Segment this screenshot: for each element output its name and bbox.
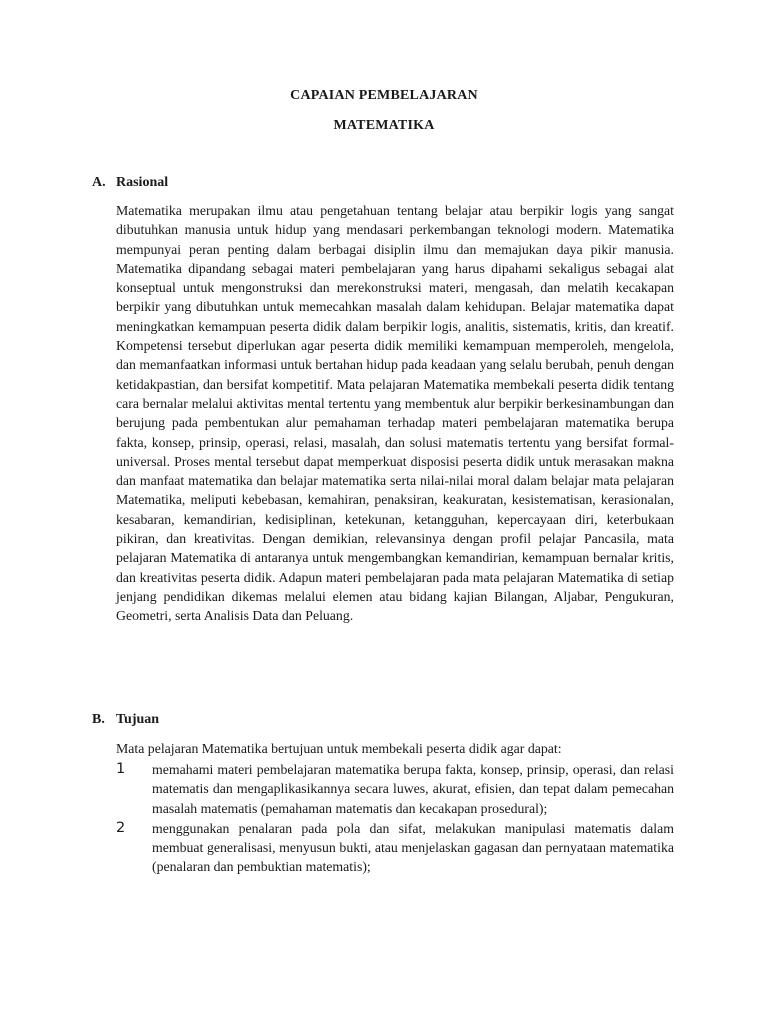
section-title: Tujuan [116, 712, 160, 727]
document-subtitle: MATEMATIKA [333, 118, 435, 133]
tujuan-list [116, 760, 674, 878]
document-title: CAPAIAN PEMBELAJARAN [290, 88, 478, 103]
tujuan-intro: Mata pelajaran Matematika bertujuan untuk membekali peserta didik agar dapat: [116, 741, 562, 756]
list-item-text: memahami materi pembelajaran matematika berupa fakta, konsep, prinsip, operasi, dan relasi matematis dan mengaplikasikannya secara luwes, akurat, efisien, dan tepat dalam pemecahan masalah matematis (pemahaman matematis dan kecakapan prosedural); [152, 762, 674, 816]
list-item [116, 760, 674, 818]
section-title: Rasional [116, 175, 169, 190]
section-heading-rasional [92, 175, 168, 191]
list-item-text: menggunakan penalaran pada pola dan sifat, melakukan manipulasi matematis dalam membuat generalisasi, menyusun bukti, atau menjelaskan gagasan dan pernyataan matematika (penalaran dan pembuktian matematis); [152, 820, 674, 875]
section-letter: B. [92, 712, 105, 727]
rasional-paragraph: Matematika merupakan ilmu atau pengetahuan tentang belajar atau berpikir logis yang sangat dibutuhkan manusia untuk hidup yang mendasari perkembangan teknologi modern. Matematika mempunyai peran penting dalam berbagai disiplin ilmu dan memajukan daya pikir manusia. Matematika dipandang sebagai materi pembelajaran yang harus dipahami sekaligus sebagai alat konseptual untuk mengonstruksi dan merekonstruksi materi, mengasah, dan melatih kecakapan berpikir yang dibutuhkan untuk memecahkan masalah dalam kehidupan. Belajar matematika dapat meningkatkan kemampuan peserta didik dalam berpikir logis, analitis, sistematis, kritis, dan kreatif. Kompetensi tersebut diperlukan agar peserta didik memiliki kemampuan memperoleh, mengelola, dan memanfaatkan informasi untuk bertahan hidup pada keadaan yang selalu berubah, penuh dengan ketidakpastian, dan bersifat kompetitif. Mata pelajaran Matematika membekali peserta didik tentang cara bernalar melalui aktivitas mental tertentu yang membentuk alur berpikir berkesinambungan dan berujung pada pembentukan alur pemahaman terhadap materi pembelajaran matematika berupa fakta, konsep, prinsip, operasi, relasi, masalah, dan solusi matematis tertentu yang bersifat formal-universal. Proses mental tersebut dapat memperkuat disposisi peserta didik untuk merasakan makna dan manfaat matematika dan belajar matematika serta nilai-nilai moral dalam belajar mata pelajaran Matematika, meliputi kebebasan, kemahiran, penaksiran, keakuratan, kesistematisan, kerasionalan, kesabaran, kemandirian, kedisiplinan, ketekunan, ketangguhan, kepercayaan diri, keterbukaan pikiran, dan kreativitas. Dengan demikian, relevansinya dengan profil pelajar Pancasila, mata pelajaran Matematika di antaranya untuk mengembangkan kemandirian, kemampuan bernalar kritis, dan kreativitas peserta didik. Adapun materi pembelajaran pada mata pelajaran Matematika di setiap jenjang pendidikan dikemas melalui elemen atau bidang kajian Bilangan, Aljabar, Pengukuran, Geometri, serta Analisis Data dan Peluang. [116, 203, 674, 624]
list-item-number: 1 [116, 761, 126, 777]
section-heading-tujuan [92, 712, 159, 728]
section-letter: A. [92, 175, 106, 190]
list-item [116, 819, 674, 877]
list-item-number: 2 [116, 819, 126, 836]
